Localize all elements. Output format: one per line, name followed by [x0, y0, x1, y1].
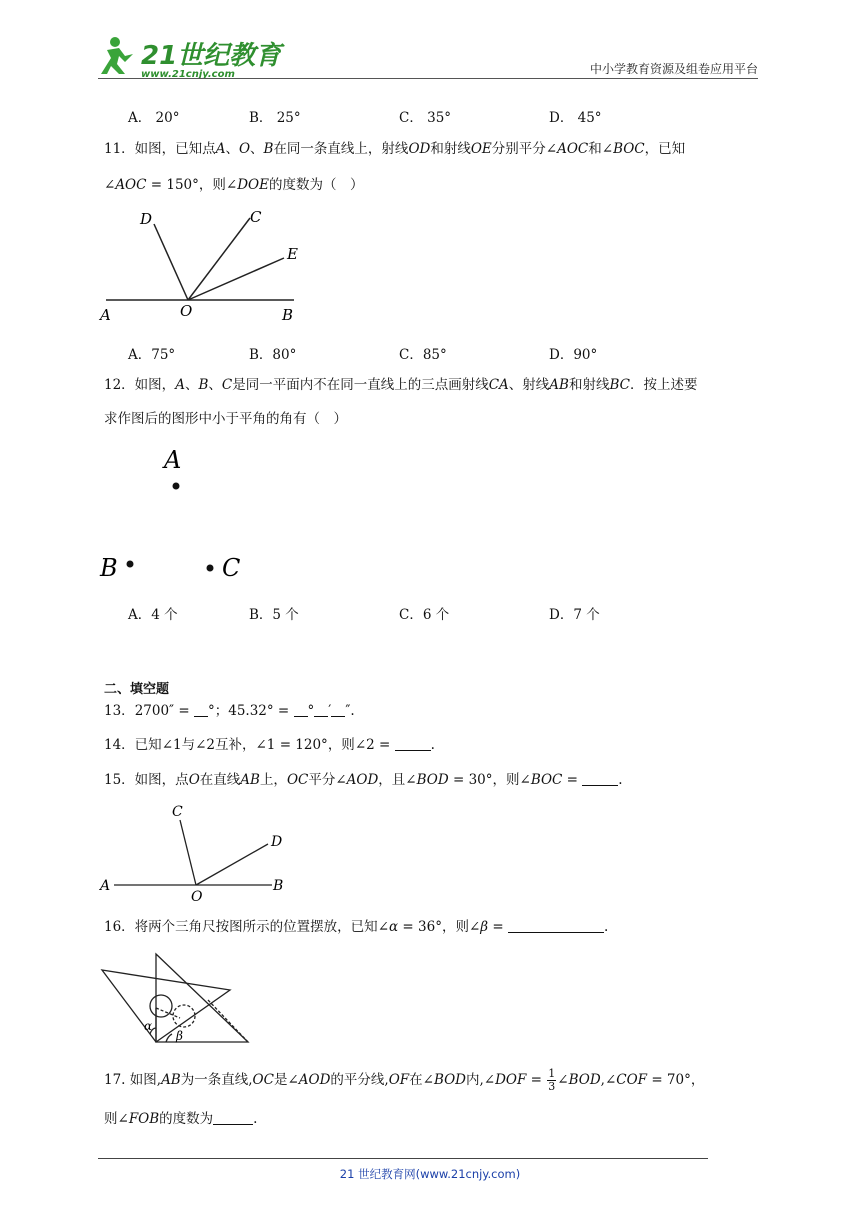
- q15-label-c: C: [172, 804, 183, 820]
- q12-option-d: D．7 个: [549, 607, 600, 623]
- q10-option-b: B． 25°: [249, 110, 301, 126]
- footer-divider: [98, 1158, 708, 1159]
- q17-line1: 17. 如图,AB为一条直线,OC是∠AOD的平分线,OF在∠BOD内,∠DOF = $\frac{1}{3}$ ∠BOD,∠COF = 70°，: [104, 1067, 705, 1093]
- q11-option-c: C．85°: [399, 347, 447, 363]
- q11-label-b: B: [282, 306, 294, 324]
- q12-figure: [96, 444, 256, 584]
- q13-line: 13．2700″ = °；45.32° = ° ′ ″.: [104, 703, 355, 719]
- q14-line: 14．已知∠1与∠2互补，∠1 = 120°，则∠2 = .: [104, 737, 435, 753]
- q16-label-alpha: α: [144, 1019, 153, 1033]
- logo-text: 21世纪教育: [141, 41, 282, 71]
- q11-option-b: B．80°: [249, 347, 297, 363]
- q11-option-d: D．90°: [549, 347, 598, 363]
- q12-label-b: B: [100, 554, 118, 582]
- q12-label-a: A: [164, 446, 182, 474]
- q12-option-c: C．6 个: [399, 607, 450, 623]
- q17-line2: 则∠FOB的度数为 .: [104, 1111, 258, 1127]
- q10-option-d: D． 45°: [549, 110, 602, 126]
- site-logo: [95, 34, 282, 82]
- q11-line1: 11．如图，已知点A、O、B在同一条直线上，射线OD和射线OE分别平分∠AOC和∠BOC，已知: [104, 141, 686, 157]
- q15-label-a: A: [100, 878, 111, 894]
- q11-line2: ∠AOC = 150°，则∠DOE的度数为（ ）: [104, 177, 364, 193]
- q11-label-a: A: [100, 306, 111, 324]
- platform-title: 中小学教育资源及组卷应用平台: [589, 62, 758, 76]
- q10-option-a: A． 20°: [128, 110, 180, 126]
- q11-option-a: A．75°: [128, 347, 176, 363]
- q15-label-o: O: [191, 889, 203, 905]
- q16-figure: [96, 948, 282, 1050]
- q12-point-c: [207, 565, 214, 572]
- q12-option-a: A．4 个: [128, 607, 178, 623]
- q12-label-c: C: [222, 554, 241, 582]
- fraction-one-third: $\frac{1}{3}$: [548, 1067, 556, 1093]
- runner-logo-icon: [101, 37, 133, 74]
- q16-line: 16．将两个三角尺按图所示的位置摆放，已知∠α = 36°，则∠β = .: [104, 919, 609, 935]
- q15-figure: [96, 798, 296, 906]
- q11-label-c: C: [250, 208, 262, 226]
- q16-label-beta: β: [176, 1029, 183, 1043]
- q12-line2: 求作图后的图形中小于平角的角有（ ）: [104, 411, 347, 427]
- q12-point-b: [127, 561, 134, 568]
- q15-label-d: D: [271, 834, 283, 850]
- q12-line1: 12．如图，A、B、C是同一平面内不在同一直线上的三点画射线CA、射线AB和射线BC．按上述要: [104, 377, 698, 393]
- section-title: 二、填空题: [104, 682, 170, 697]
- q10-option-c: C． 35°: [399, 110, 452, 126]
- q11-label-d: D: [140, 210, 153, 228]
- footer-text[interactable]: 21 世纪教育网(www.21cnjy.com): [339, 1167, 521, 1181]
- logo-url: www.21cnjy.com: [141, 69, 235, 80]
- q11-label-e: E: [287, 245, 298, 263]
- q15-label-b: B: [273, 878, 284, 894]
- q15-line: 15．如图，点O在直线AB上，OC平分∠AOD，且∠BOD = 30°，则∠BOC = .: [104, 772, 623, 788]
- q11-figure: [96, 202, 308, 326]
- q12-point-a: [173, 483, 180, 490]
- q12-option-b: B．5 个: [249, 607, 299, 623]
- q11-label-o: O: [180, 302, 193, 320]
- header-divider: [98, 78, 758, 79]
